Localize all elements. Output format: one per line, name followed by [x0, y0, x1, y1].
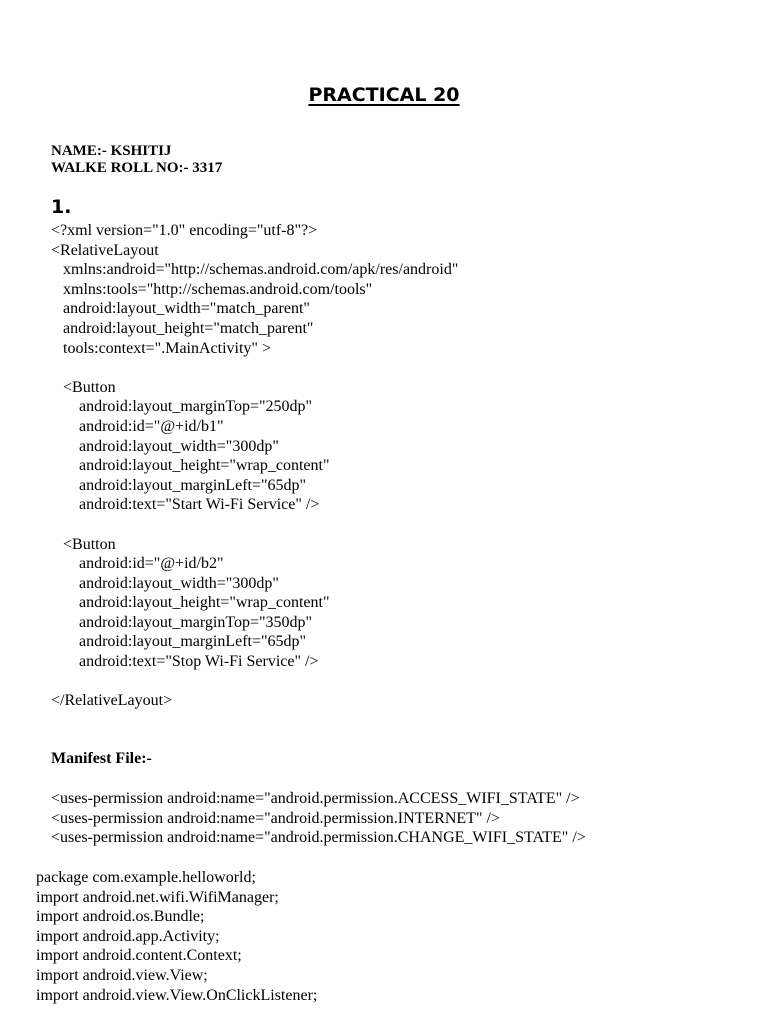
page-title-text: PRACTICAL 20	[308, 84, 460, 106]
manifest-heading: Manifest File:-	[51, 750, 152, 767]
student-name: NAME:- KSHITIJ	[51, 143, 172, 159]
question-number: 1.	[51, 196, 72, 218]
page-title	[0, 84, 768, 106]
roll-number: WALKE ROLL NO:- 3317	[51, 160, 223, 176]
manifest-code: <uses-permission android:name="android.permission.ACCESS_WIFI_STATE" /> <uses-permission android:name="android.permission.INTERNET" /> <uses-permission android:name="android.permission.CHANGE_WIFI_STATE" />	[51, 790, 586, 847]
java-code: package com.example.helloworld; import android.net.wifi.WifiManager; import android.os.Bundle; import android.app.Activity; import android.content.Context; import android.view.View; import android.view.View.OnClickListener;	[36, 869, 318, 1004]
layout-xml-code: <?xml version="1.0" encoding="utf-8"?> <RelativeLayout xmlns:android="http://schemas.android.com/apk/res/android" xmlns:tools="http://schemas.android.com/tools" android:layout_width="match_parent" android:layout_height="match_parent" tools:context=".MainActivity" > <Button android:layout_marginTop="250dp" android:id="@+id/b1" android:layout_width="300dp" android:layout_height="wrap_content" android:layout_marginLeft="65dp" android:text="Start Wi-Fi Service" /> <Button android:id="@+id/b2" android:layout_width="300dp" android:layout_height="wrap_content" android:layout_marginTop="350dp" android:layout_marginLeft="65dp" android:text="Stop Wi-Fi Service" /> </RelativeLayout>	[51, 222, 459, 710]
